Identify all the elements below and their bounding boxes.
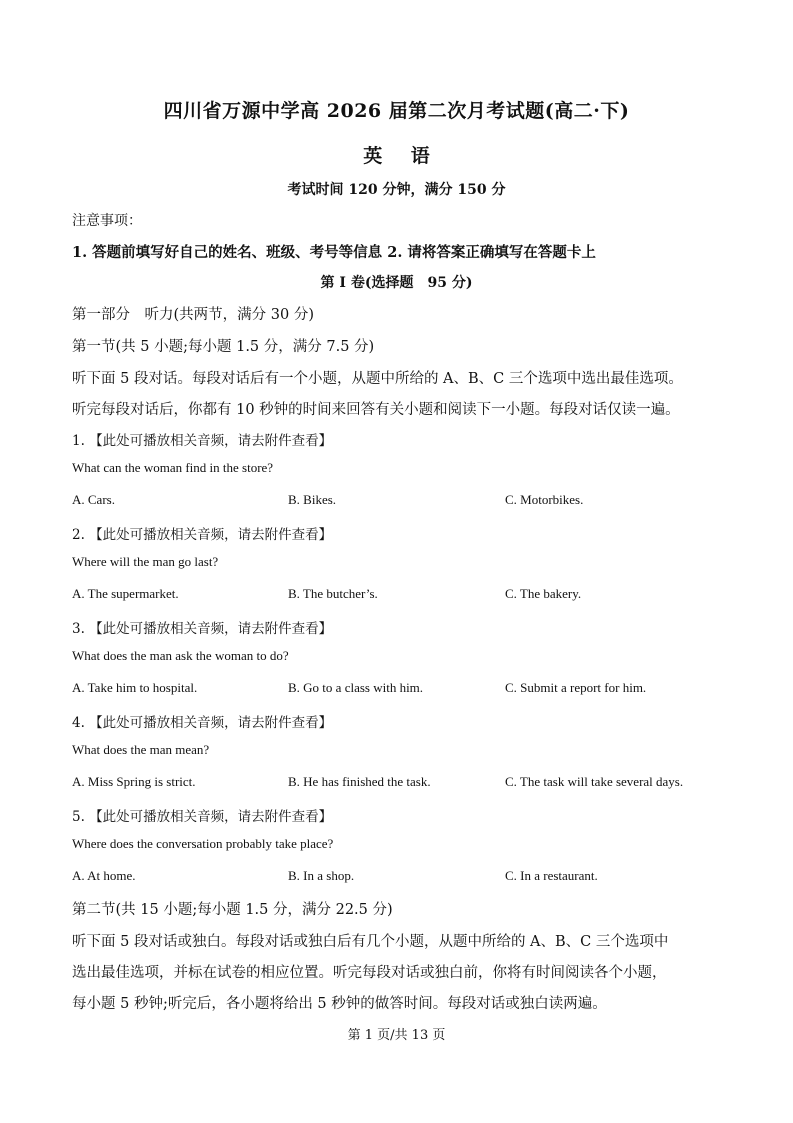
section1-title: 第一节(共 5 小题;每小题 1.5 分，满分 7.5 分) [72,339,375,355]
subject-title: 英 语 [363,145,430,167]
question-5-text: Where does the conversation probably take place? [72,836,334,851]
question-5-option-a: A. At home. [72,868,136,883]
section2-instruction-line3: 每小题 5 秒钟;听完后，各小题将给出 5 秒钟的做答时间。每段对话或独白读两遍。 [72,996,607,1012]
question-4-option-a: A. Miss Spring is strict. [72,774,196,789]
question-4-number: 4. 【此处可播放相关音频，请去附件查看】 [72,715,333,731]
question-3-option-b: B. Go to a class with him. [288,680,424,695]
exam-title: 四川省万源中学高 2026 届第二次月考试题(高二·下) [163,100,630,122]
question-1-option-b: B. Bikes. [288,492,337,507]
page-footer: 第 1 页/共 13 页 [347,1028,446,1043]
question-5-option-c: C. In a restaurant. [505,868,598,883]
notice-label: 注意事项： [72,213,142,229]
section2-instruction-line2: 选出最佳选项，并标在试卷的相应位置。听完每段对话或独白前，你将有时间阅读各个小题， [72,965,667,981]
volume-title: 第 I 卷(选择题 95 分) [320,275,473,291]
question-2-text: Where will the man go last? [72,554,219,569]
question-4-text: What does the man mean? [72,742,210,757]
question-3-number: 3. 【此处可播放相关音频，请去附件查看】 [72,621,333,637]
question-3-text: What does the man ask the woman to do? [72,648,289,663]
question-3-option-c: C. Submit a report for him. [505,680,647,695]
question-2-option-c: C. The bakery. [505,586,582,601]
question-4-option-b: B. He has finished the task. [288,774,431,789]
question-1-text: What can the woman find in the store? [72,460,274,475]
section2-instruction-line1: 听下面 5 段对话或独白。每段对话或独白后有几个小题，从题中所给的 A、B、C 三个选项中 [72,934,669,950]
exam-time-info: 考试时间 120 分钟，满分 150 分 [287,182,506,198]
question-4-option-c: C. The task will take several days. [505,774,684,789]
part1-title: 第一部分 听力(共两节，满分 30 分) [72,307,314,323]
question-1-number: 1. 【此处可播放相关音频，请去附件查看】 [72,433,333,449]
question-5-option-b: B. In a shop. [288,868,355,883]
question-1-option-c: C. Motorbikes. [505,492,584,507]
notice-items: 1. 答题前填写好自己的姓名、班级、考号等信息 2. 请将答案正确填写在答题卡上 [72,244,596,261]
section1-instruction-line2: 听完每段对话后，你都有 10 秒钟的时间来回答有关小题和阅读下一小题。每段对话仅读一遍。 [72,402,680,418]
section2-title: 第二节(共 15 小题;每小题 1.5 分，满分 22.5 分) [72,902,393,918]
section1-instruction-line1: 听下面 5 段对话。每段对话后有一个小题，从题中所给的 A、B、C 三个选项中选出最佳选项。 [72,371,683,387]
question-5-number: 5. 【此处可播放相关音频，请去附件查看】 [72,809,333,825]
question-3-option-a: A. Take him to hospital. [72,680,198,695]
question-2-number: 2. 【此处可播放相关音频，请去附件查看】 [72,527,333,543]
question-1-option-a: A. Cars. [72,492,115,507]
question-2-option-a: A. The supermarket. [72,586,179,601]
question-2-option-b: B. The butcher’s. [288,586,378,601]
